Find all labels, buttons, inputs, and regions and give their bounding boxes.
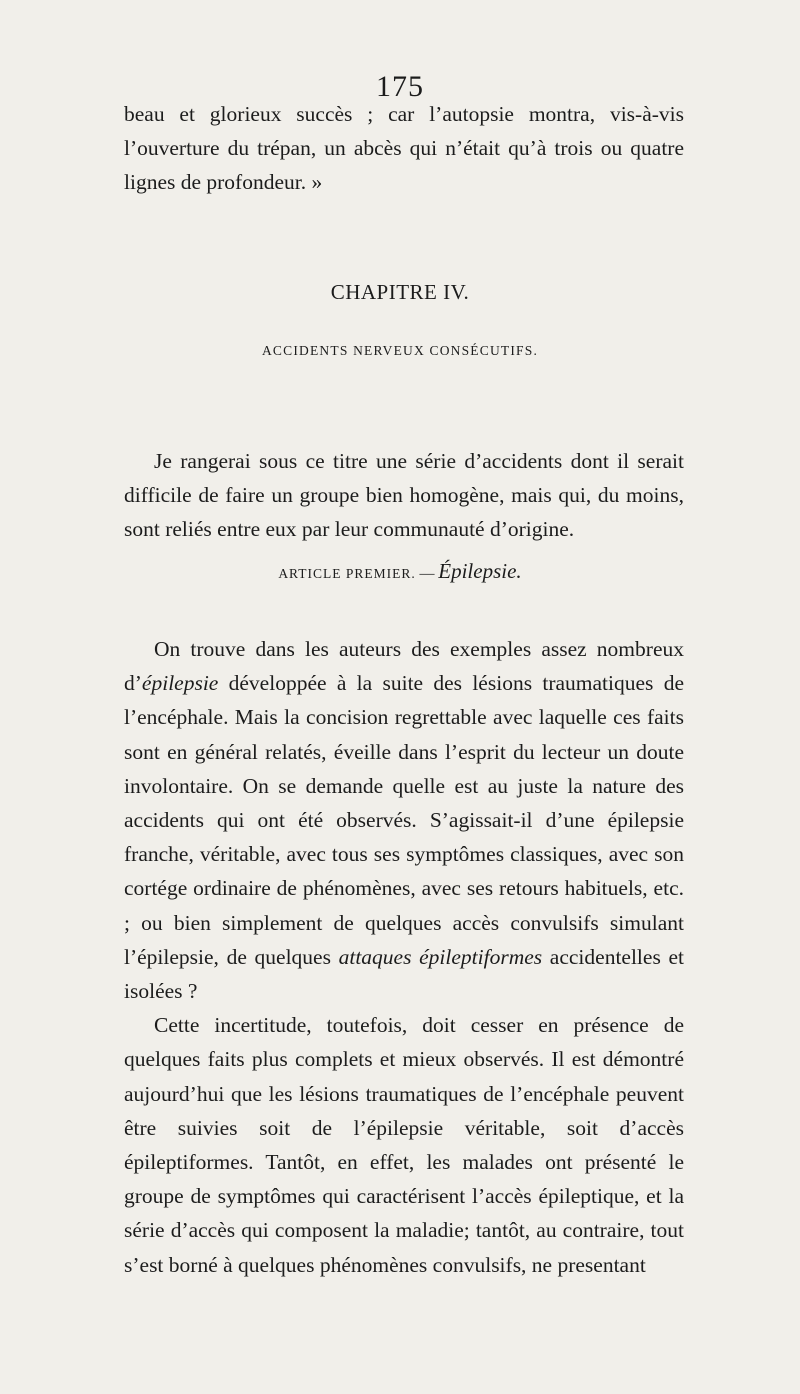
page-number: 175: [376, 70, 424, 103]
chapter-title: CHAPITRE IV.: [330, 280, 470, 304]
paragraph-uncertainty: Cette incertitude, toutefois, doit cesser en présence de quelques faits plus complets et mieux observés. Il est démontré aujourd’hui que les lésions traumatiques de l’encéphale peuvent être suivies soit de l’épilepsie véritable, soit d’accès épileptiformes. Tantôt, en effet, les malades ont présenté le groupe de symptômes qui caractérisent l’accès épileptique, et la série d’accès qui composent la maladie; tantôt, au contraire, tout s’est borné à quelques phénomènes convulsifs, ne presentant: [124, 1013, 684, 1277]
continued-paragraph: beau et glorieux succès ; car l’autopsie montra, vis-à-vis l’ouverture du trépan, un abcès qui n’était qu’à trois ou quatre lignes de profondeur. »: [124, 102, 684, 195]
article-label: ARTICLE PREMIER.: [278, 566, 416, 581]
intro-paragraph-block: [124, 444, 684, 547]
chapter-subtitle: ACCIDENTS NERVEUX CONSÉCUTIFS.: [261, 343, 539, 358]
italic-term-epilepsie: épilepsie: [141, 671, 219, 696]
italic-term-attaques: attaques épileptiformes: [338, 944, 543, 969]
article-topic: Épilepsie.: [438, 559, 522, 583]
paragraph-text: développée à la suite des lésions traumatiques de l’encéphale. Mais la concision regrettable avec laquelle ces faits sont en général relatés, éveille dans l’esprit du lecteur un doute involontaire. On se demande quelle est au juste la nature des accidents qui ont été observés. S’agissait-il d’une épilepsie franche, véritable, avec tous ses symptômes classiques, avec son cortége ordinaire de phénomènes, avec ses retours habituels, etc. ; ou bien simplement de quelques accès convulsifs simulant l’épilepsie, de quelques: [124, 671, 684, 969]
article-dash: —: [415, 566, 439, 582]
paragraph-text: accidentelles et isolées ?: [124, 944, 684, 1004]
intro-paragraph: Je rangerai sous ce titre une série d’accidents dont il serait difficile de faire un groupe bien homogène, mais qui, du moins, sont reliés entre eux par leur communauté d’origine.: [124, 449, 684, 542]
article-heading: [0, 559, 800, 584]
continued-paragraph-block: [124, 97, 684, 200]
paragraph-text: On trouve dans les auteurs des exemples assez nombreux d’: [124, 637, 684, 696]
main-text-block: [124, 632, 684, 1282]
paragraph-epilepsy-intro: [124, 632, 684, 1008]
